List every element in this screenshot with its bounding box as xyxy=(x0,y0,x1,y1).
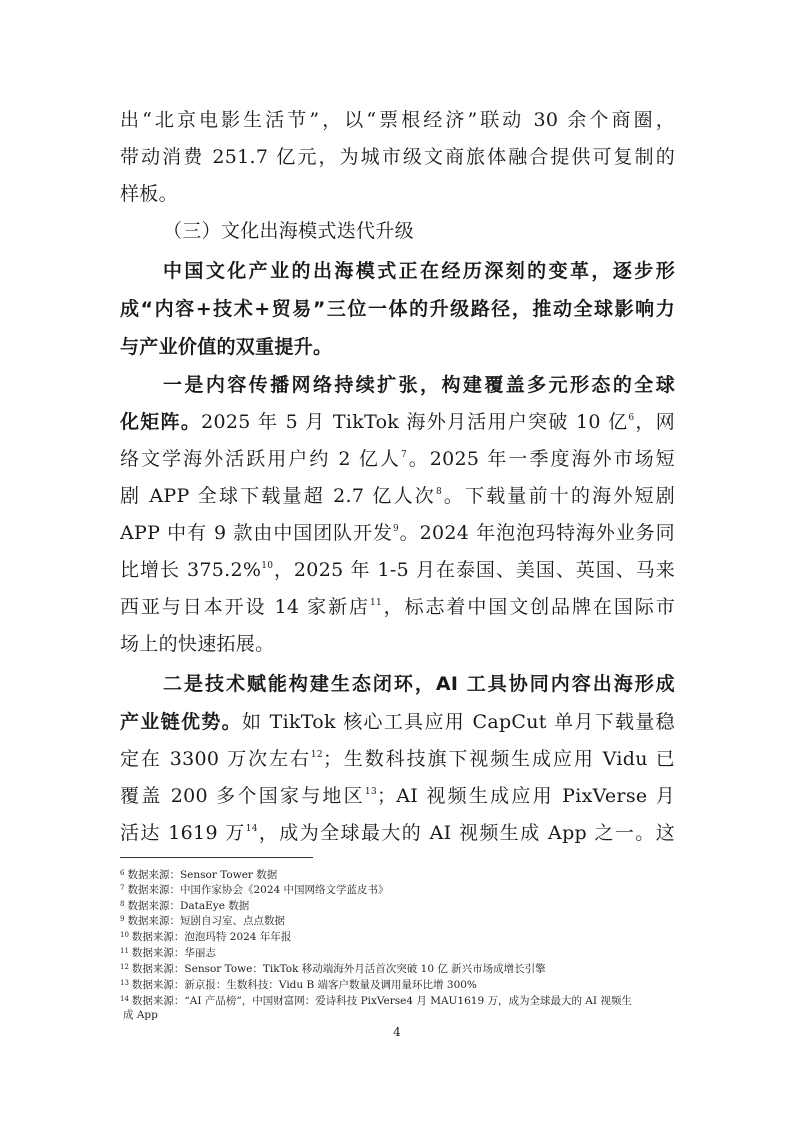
body-line: 样板。 xyxy=(120,183,178,205)
footnote-separator xyxy=(120,857,313,858)
body-line: 比增长 375.2%$^{10}$，2025 年 1-5 月在泰国、美国、英国、马来 xyxy=(120,559,675,581)
footnote: $^{14}$ 数据来源：“AI 产品榜”，中国财富网：爱诗科技 PixVerse4 月 MAU1619 万，成为全球最大的 AI 视频生 xyxy=(120,995,632,1007)
body-line: 化矩阵。2025 年 5 月 TikTok 海外月活用户突破 10 亿$^6$，网 xyxy=(120,411,676,433)
body-line: 活达 1619 万$^{14}$，成为全球最大的 AI 视频生成 App 之一。这 xyxy=(120,822,676,844)
footnote: $^{11}$ 数据来源：华丽志 xyxy=(120,947,216,959)
summary-line: 与产业价值的双重提升。 xyxy=(120,336,333,358)
footnote-ref[interactable]: 11 xyxy=(369,598,383,608)
footnote-ref[interactable]: 13 xyxy=(364,787,377,797)
body-line: 场上的快速拓展。 xyxy=(120,633,275,655)
body-line: 覆盖 200 多个国家与地区$^{13}$；AI 视频生成应用 PixVerse 月 xyxy=(120,785,675,807)
body-line: 剧 APP 全球下载量超 2.7 亿人次$^8$。下载量前十的海外短剧 xyxy=(120,485,675,507)
paragraph-lead: 一是内容传播网络持续扩张，构建覆盖多元形态的全球 xyxy=(163,374,675,396)
body-line: 络文学海外活跃用户约 2 亿人$^7$。2025 年一季度海外市场短 xyxy=(120,448,675,470)
footnote: $^{13}$ 数据来源：新京报：生数科技：Vidu B 端客户数量及调用量环比增 300% xyxy=(120,979,477,991)
body-line: 带动消费 251.7 亿元，为城市级文商旅体融合提供可复制的 xyxy=(120,146,675,168)
section-heading: （三）文化出海模式迭代升级 xyxy=(163,220,414,242)
footnote-ref[interactable]: 9 xyxy=(393,524,400,534)
footnote: $^{10}$ 数据来源：泡泡玛特 2024 年年报 xyxy=(120,931,292,943)
body-line: 产业链优势。如 TikTok 核心工具应用 CapCut 单月下载量稳 xyxy=(120,711,675,733)
footnote: $^7$ 数据来源：中国作家协会《2024 中国网络文学蓝皮书》 xyxy=(120,884,389,896)
body-line: 出“北京电影生活节”，以“票根经济”联动 30 余个商圈， xyxy=(120,109,675,131)
body-line: APP 中有 9 款由中国团队开发$^9$。2024 年泡泡玛特海外业务同 xyxy=(120,522,675,544)
summary-line: 中国文化产业的出海模式正在经历深刻的变革，逐步形 xyxy=(163,260,675,282)
footnote-ref[interactable]: 14 xyxy=(245,824,258,834)
footnote: $^9$ 数据来源：短剧自习室、点点数据 xyxy=(120,915,285,927)
paragraph-lead: 二是技术赋能构建生态闭环，AI 工具协同内容出海形成 xyxy=(163,673,675,695)
body-line: 西亚与日本开设 14 家新店$^{11}$，标志着中国文创品牌在国际市 xyxy=(120,596,675,618)
body-line: 定在 3300 万次左右$^{12}$；生数科技旗下视频生成应用 Vidu 已 xyxy=(120,748,675,770)
footnote: $^{12}$ 数据来源：Sensor Towe：TikTok 移动端海外月活首次突破 10 亿 新兴市场成增长引擎 xyxy=(120,963,546,975)
footnote: 成 App xyxy=(123,1009,158,1021)
footnote-ref[interactable]: 8 xyxy=(435,487,443,497)
footnote: $^6$ 数据来源：Sensor Tower 数据 xyxy=(120,869,278,881)
footnote-ref[interactable]: 6 xyxy=(628,413,635,423)
footnote-ref[interactable]: 12 xyxy=(310,750,323,760)
summary-line: 成“内容+技术+贸易”三位一体的升级路径，推动全球影响力 xyxy=(120,298,675,320)
footnote-ref[interactable]: 7 xyxy=(400,450,407,460)
page-number: 4 xyxy=(393,1025,401,1039)
footnote: $^8$ 数据来源：DataEye 数据 xyxy=(120,900,250,912)
footnote-ref[interactable]: 10 xyxy=(261,561,274,571)
